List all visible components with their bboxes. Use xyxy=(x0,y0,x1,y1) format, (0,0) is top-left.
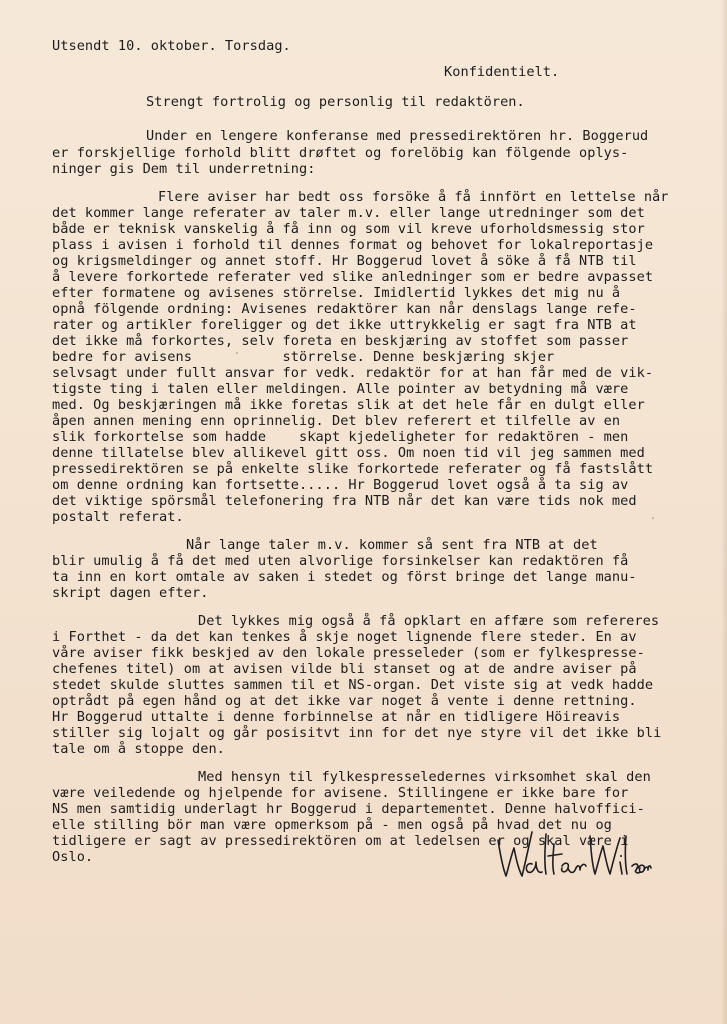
handwritten-signature xyxy=(492,822,652,892)
p2-line: plass i avisen i forhold til dennes format og behovet for lokalreportasje xyxy=(52,237,654,253)
p5-line: elle stilling bör man være opmerksom på - men også på hvad det nu og xyxy=(52,817,612,833)
p2-line: og krigsmeldinger og annet stoff. Hr Boggerud lovet å söke å få NTB til xyxy=(52,253,637,269)
p2-line: bedre for avisens störrelse. Denne beskjæring skjer xyxy=(52,349,555,365)
p4-line: Det lykkes mig også å få opklart en affære som refereres xyxy=(198,613,660,629)
page-edge-shadow xyxy=(721,0,727,1024)
p2-line: å levere forkortede referater ved slike anledninger som er bedre avpasset xyxy=(52,269,654,285)
p3-line: Når lange taler m.v. kommer så sent fra NTB at det xyxy=(186,537,598,553)
p4-line: optrådt på egen hånd og at det ikke var noget å vente i denne rettning. xyxy=(52,693,637,709)
p2-line: det ikke må forkortes, selv foreta en beskjæring av stoffet som passer xyxy=(52,333,629,349)
p2-line: rater og artikler foreligger og det ikke uttrykkelig er sagt fra NTB at xyxy=(52,317,637,333)
p1-line: Under en lengere konferanse med pressedirektören hr. Boggerud xyxy=(146,128,649,144)
p2-line: opnå fölgende ordning: Avisenes redaktörer kan når denslags lange refe- xyxy=(52,301,637,317)
p2-line: postalt referat. xyxy=(52,509,184,525)
p5-line: tidligere er sagt av pressedirektören om at ledelsen er og skal være i xyxy=(52,833,629,849)
classification-label: Konfidentielt. xyxy=(444,64,560,80)
p2-line: med. Og beskjæringen må ikke foretas slik at det hele får en dulgt eller xyxy=(52,397,645,413)
dispatch-line: Utsendt 10. oktober. Torsdag. xyxy=(52,38,291,54)
p4-line: tale om å stoppe den. xyxy=(52,741,225,757)
p4-line: våre aviser fikk beskjed av den lokale presseleder (som er fylkespresse- xyxy=(52,645,645,661)
p2-line: både er teknisk vanskelig å få inn og som vil kreve uforholdsmessig stor xyxy=(52,221,645,237)
p3-line: skript dagen efter. xyxy=(52,585,209,601)
p5-line: Oslo. xyxy=(52,849,94,865)
scan-speck xyxy=(236,352,238,354)
p4-line: stiller sig lojalt og går posisitvt inn for det nye styre vil det ikke bli xyxy=(52,725,662,741)
scan-speck xyxy=(652,517,654,519)
p2-line: om denne ordning kan fortsette..... Hr Boggerud lovet også å ta sig av xyxy=(52,477,629,493)
p5-line: NS men samtidig underlagt hr Boggerud i departementet. Denne halvoffici- xyxy=(52,801,645,817)
p2-line: efter formatene og avisenes störrelse. Imidlertid lykkes det mig nu å xyxy=(52,285,621,301)
p5-line: Med hensyn til fylkespresseledernes virksomhet skal den xyxy=(198,769,651,785)
p2-line: slik forkortelse som hadde skapt kjedeligheter for redaktören - men xyxy=(52,429,629,445)
scan-speck xyxy=(180,822,182,824)
p3-line: blir umulig å få det med uten alvorlige forsinkelser kan redaktören få xyxy=(52,553,629,569)
p4-line: stedet skulde sluttes sammen til et NS-organ. Det viste sig at vedk hadde xyxy=(52,677,654,693)
p2-line: selvsagt under fullt ansvar for vedk. redaktör for at han får med de vik- xyxy=(52,365,654,381)
p2-line: tigste ting i talen eller meldingen. Alle pointer av betydning må være xyxy=(52,381,629,397)
p2-line: åpen annen mening enn oprinnelig. Det blev referert et tilfelle av en xyxy=(52,413,621,429)
p1-line: er forskjellige forhold blitt drøftet og forelöbig kan fölgende oplys- xyxy=(52,145,629,161)
p5-line: være veiledende og hjelpende for avisene. Stillingene er ikke bare for xyxy=(52,785,629,801)
p2-line: denne tillatelse blev allikevel gitt oss. Om noen tid vil jeg sammen med xyxy=(52,445,645,461)
p4-line: i Forthet - da det kan tenkes å skje noget lignende flere steder. En av xyxy=(52,629,637,645)
scan-speck xyxy=(314,432,316,434)
p3-line: ta inn en kort omtale av saken i stedet og först bringe det lange manu- xyxy=(52,569,637,585)
p2-line: pressedirektören se på enkelte slike forkortede referater og få fastslått xyxy=(52,461,654,477)
p4-line: chefenes titel) om at avisen vilde bli stanset og at de andre aviser på xyxy=(52,661,637,677)
p2-line: det kommer lange referater av taler m.v. eller lange utredninger som det xyxy=(52,205,645,221)
p2-line: det viktige spörsmål telefonering fra NTB når det kan være tids nok med xyxy=(52,493,637,509)
p1-line: ninger gis Dem til underretning: xyxy=(52,161,316,177)
p4-line: Hr Boggerud uttalte i denne forbinnelse at når en tidligere Höireavis xyxy=(52,709,621,725)
p2-line: Flere aviser har bedt oss forsöke å få innfört en lettelse når xyxy=(158,189,669,205)
subject-line: Strengt fortrolig og personlig til redaktören. xyxy=(146,94,525,110)
